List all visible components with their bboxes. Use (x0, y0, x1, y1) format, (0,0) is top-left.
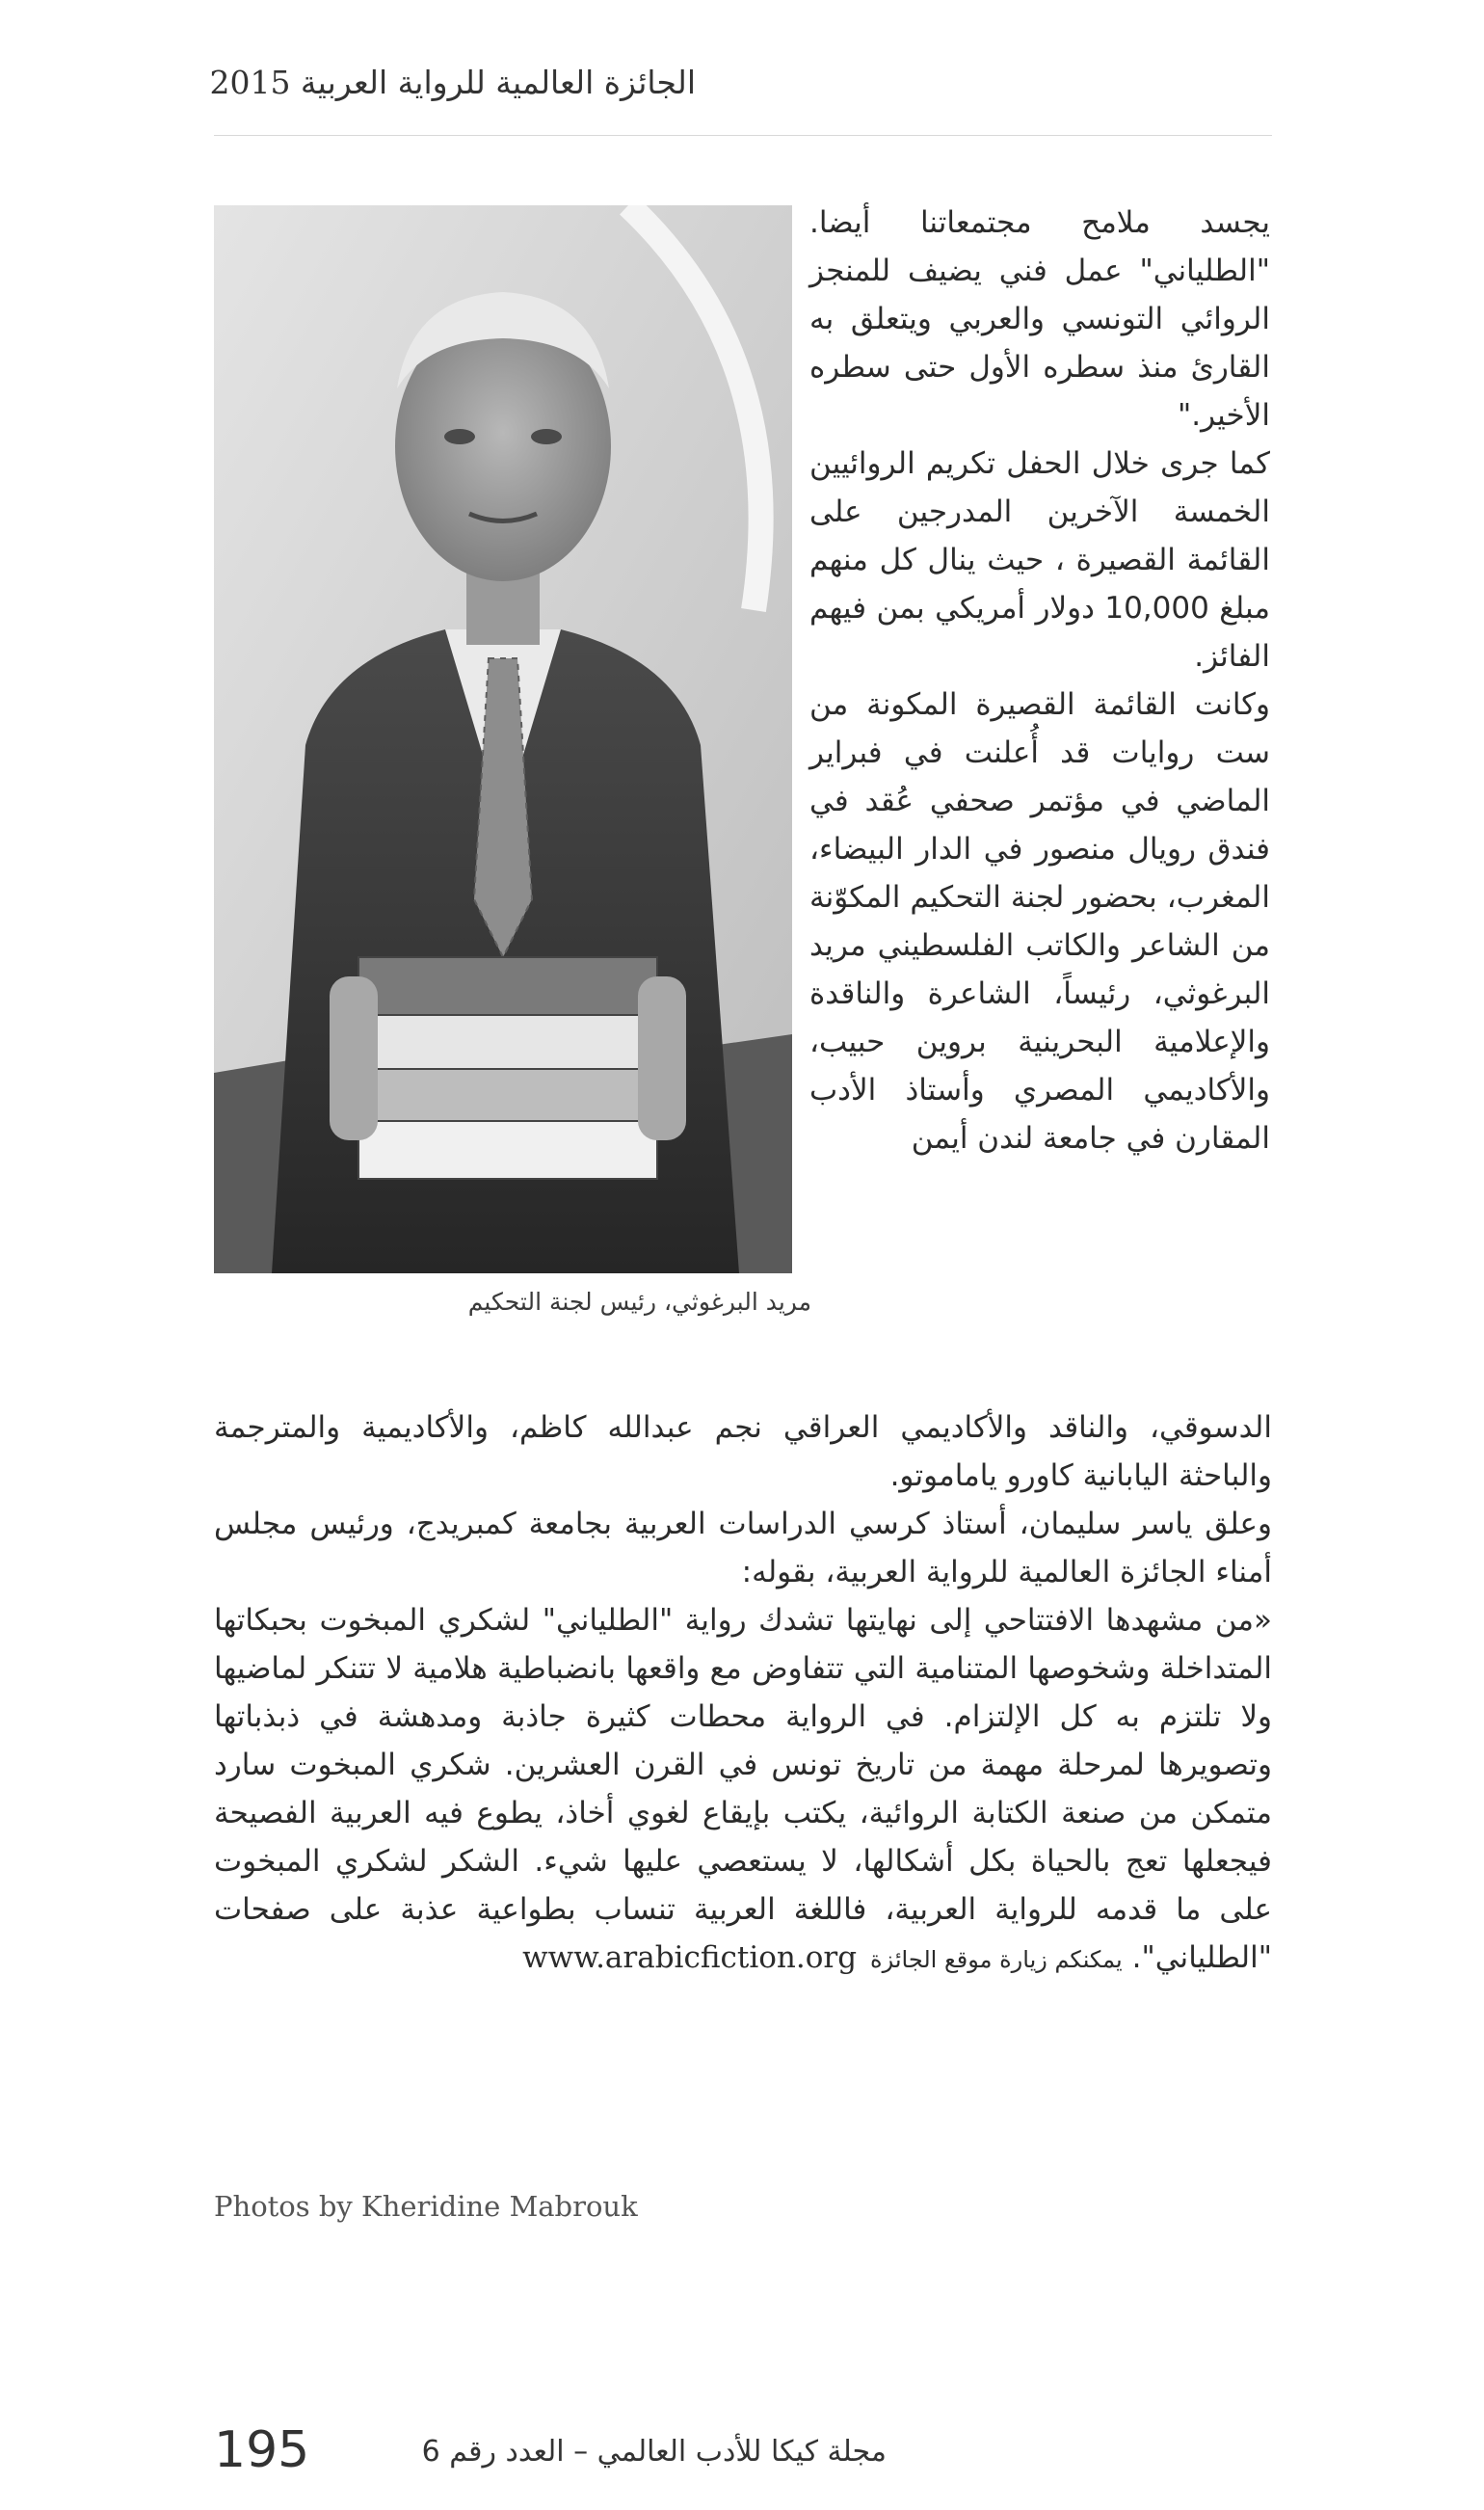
column-paragraph-3: وكانت القائمة القصيرة المكونة من ست روايات قد أُعلنت في فبراير الماضي في مؤتمر صحفي عُقد في فندق رويال منصور في الدار البيضاء، المغرب، بحضور لجنة التحكيم المكوّنة من الشاعر والكاتب الفلسطيني مريد البرغوثي، رئيساً، الشاعرة والناقدة والإعلامية البحرينية بروين حبيب، والأكاديمي المصري وأستاذ الأدب المقارن في جامعة لندن أيمن (809, 687, 1270, 1156)
magazine-footer: مجلة كيكا للأدب العالمي – العدد رقم 6 (421, 2435, 887, 2469)
full-paragraph-3 (214, 1596, 1272, 1984)
article-full-width (214, 1403, 1272, 1984)
quote-text: «من مشهدها الافتتاحي إلى نهايتها تشدك رواية "الطلياني" لشكري المبخوت بحبكاتها المتداخلة وشخوصها المتنامية التي تتفاوض مع واقعها بانضباطية هلامية لا تتنكر لماضيها ولا تلتزم به كل الإلتزام. في الرواية محطات كثيرة جاذبة ومدهشة في ذبذباتها وتصويرها لمرحلة مهمة من تاريخ تونس في القرن العشرين. شكري المبخوت سارد متمكن من صنعة الكتابة الروائية، يكتب بإيقاع لغوي أخاذ، يطوع فيه العربية الفصيحة فيجعلها تعج بالحياة بكل أشكالها، لا يستعصي عليها شيء. الشكر لشكري المبخوت على ما قدمه للرواية العربية، فاللغة العربية تنساب بطواعية عذبة على صفحات "الطلياني". (214, 1603, 1272, 1975)
column-paragraph-1: يجسد ملامح مجتمعاتنا أيضا. "الطلياني" عمل فني يضيف للمنجز الروائي التونسي والعربي ويتعلق به القارئ منذ سطره الأول حتى سطره الأخير." (809, 205, 1270, 433)
running-title: الجائزة العالمية للرواية العربية 2015 (209, 64, 696, 101)
website-note: يمكنكم زيارة موقع الجائزة (870, 1946, 1123, 1973)
page-number: 195 (214, 2421, 310, 2479)
full-paragraph-1: الدسوقي، والناقد والأكاديمي العراقي نجم عبدالله كاظم، والأكاديمية والمترجمة والباحثة اليابانية كاورو ياماموتو. (214, 1410, 1272, 1493)
photo-caption: مريد البرغوثي، رئيس لجنة التحكيم (467, 1288, 811, 1316)
portrait-photo (214, 205, 792, 1273)
column-paragraph-2: كما جرى خلال الحفل تكريم الروائيين الخمسة الآخرين المدرجين على القائمة القصيرة ، حيث ينال كل منهم مبلغ 10,000 دولار أمريكي بمن فيهم الفائز. (809, 446, 1270, 674)
website-link[interactable]: www.arabicfiction.org (522, 1940, 858, 1975)
full-paragraph-2: وعلق ياسر سليمان، أستاذ كرسي الدراسات العربية بجامعة كمبريدج، ورئيس مجلس أمناء الجائزة العالمية للرواية العربية، بقوله: (214, 1507, 1272, 1589)
header-rule (214, 135, 1272, 136)
photo-credit: Photos by Kheridine Mabrouk (214, 2190, 638, 2223)
article-column (809, 199, 1270, 1162)
